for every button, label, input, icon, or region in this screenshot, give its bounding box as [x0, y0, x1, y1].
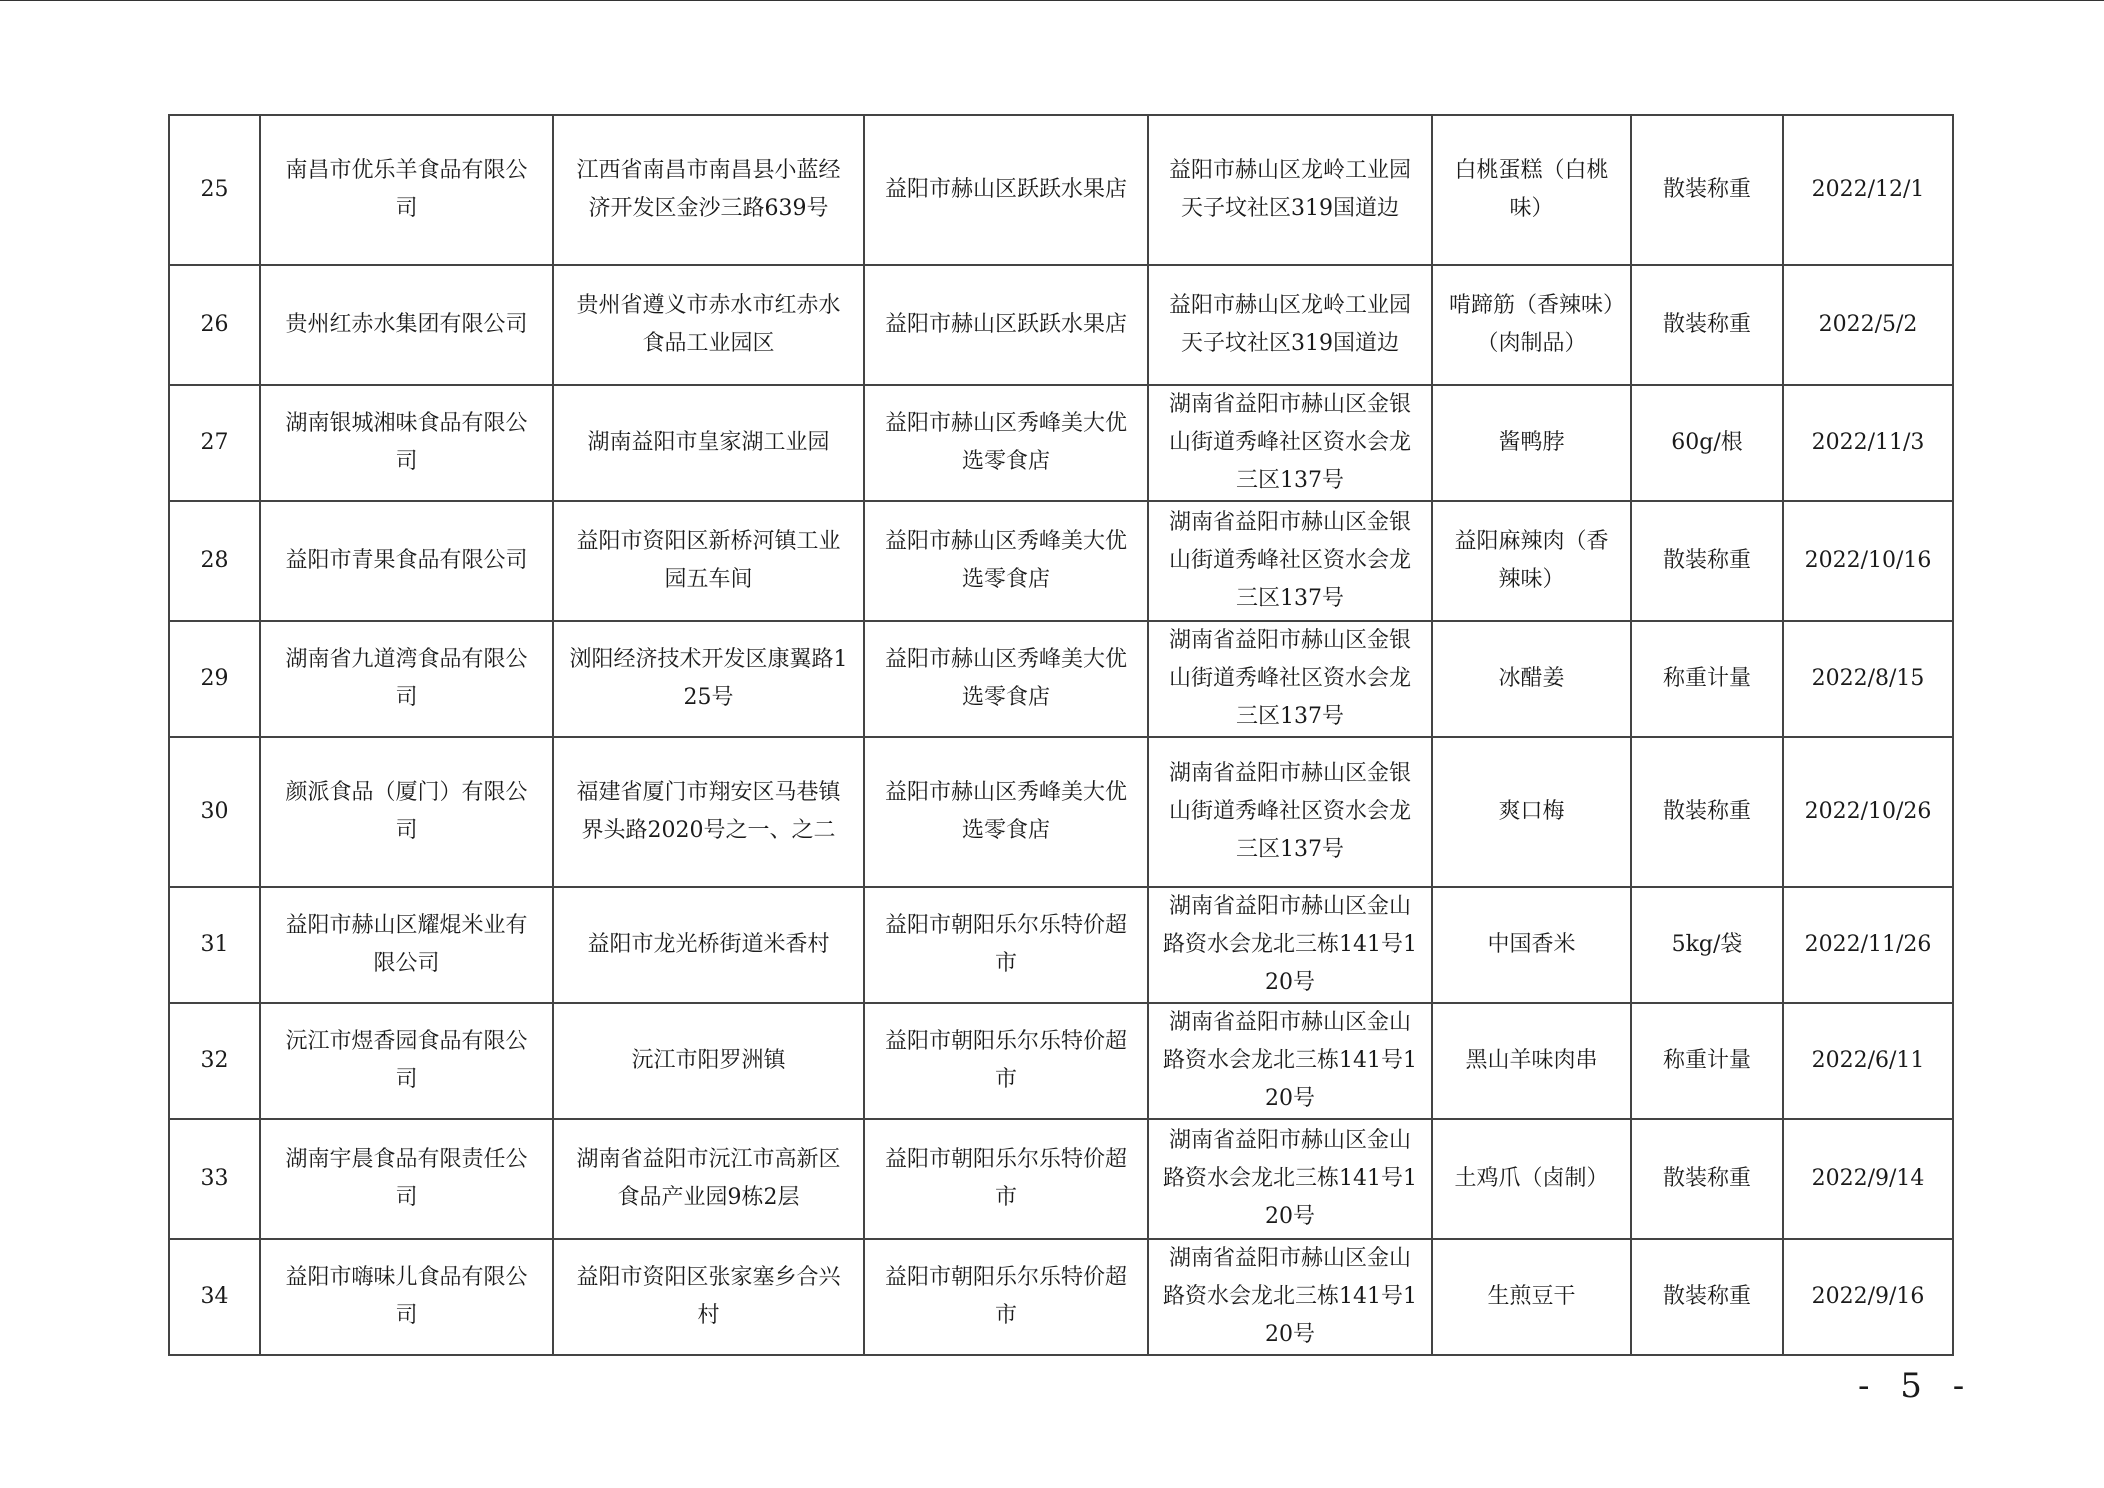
seller-name-cell: 益阳市朝阳乐尔乐特价超市: [864, 1239, 1148, 1355]
producer-address-cell: 浏阳经济技术开发区康翼路125号: [553, 621, 864, 737]
table-row: [169, 501, 1953, 621]
producer-name-cell: 南昌市优乐羊食品有限公司: [260, 115, 553, 265]
product-name-cell: 土鸡爪（卤制）: [1432, 1119, 1631, 1239]
row-number-cell: 29: [169, 621, 260, 737]
producer-address-cell: 益阳市龙光桥街道米香村: [553, 887, 864, 1003]
production-date-cell: 2022/11/3: [1783, 385, 1953, 501]
seller-name-cell: 益阳市赫山区秀峰美大优选零食店: [864, 737, 1148, 887]
top-border-line: [0, 0, 2104, 1]
seller-address-cell: 湖南省益阳市赫山区金银山街道秀峰社区资水会龙三区137号: [1148, 501, 1432, 621]
row-number-cell: 32: [169, 1003, 260, 1119]
producer-address-cell: 益阳市资阳区张家塞乡合兴村: [553, 1239, 864, 1355]
producer-address-cell: 沅江市阳罗洲镇: [553, 1003, 864, 1119]
producer-address-cell: 湖南省益阳市沅江市高新区食品产业园9栋2层: [553, 1119, 864, 1239]
producer-name-cell: 沅江市煜香园食品有限公司: [260, 1003, 553, 1119]
producer-name-cell: 湖南省九道湾食品有限公司: [260, 621, 553, 737]
seller-name-cell: 益阳市赫山区跃跃水果店: [864, 265, 1148, 385]
production-date-cell: 2022/10/16: [1783, 501, 1953, 621]
table-row: [169, 1003, 1953, 1119]
production-date-cell: 2022/9/14: [1783, 1119, 1953, 1239]
row-number-cell: 30: [169, 737, 260, 887]
specification-cell: 散装称重: [1631, 115, 1783, 265]
specification-cell: 散装称重: [1631, 1119, 1783, 1239]
page-number: - 5 -: [1858, 1366, 1975, 1406]
seller-address-cell: 湖南省益阳市赫山区金银山街道秀峰社区资水会龙三区137号: [1148, 621, 1432, 737]
seller-address-cell: 湖南省益阳市赫山区金山路资水会龙北三栋141号120号: [1148, 1003, 1432, 1119]
specification-cell: 称重计量: [1631, 621, 1783, 737]
table-row: [169, 737, 1953, 887]
producer-name-cell: 湖南银城湘味食品有限公司: [260, 385, 553, 501]
producer-name-cell: 益阳市嗨味儿食品有限公司: [260, 1239, 553, 1355]
seller-name-cell: 益阳市朝阳乐尔乐特价超市: [864, 1003, 1148, 1119]
producer-name-cell: 颜派食品（厦门）有限公司: [260, 737, 553, 887]
producer-address-cell: 益阳市资阳区新桥河镇工业园五车间: [553, 501, 864, 621]
row-number-cell: 33: [169, 1119, 260, 1239]
product-name-cell: 酱鸭脖: [1432, 385, 1631, 501]
product-name-cell: 啃蹄筋（香辣味）（肉制品）: [1432, 265, 1631, 385]
product-name-cell: 白桃蛋糕（白桃味）: [1432, 115, 1631, 265]
table-row: [169, 115, 1953, 265]
specification-cell: 称重计量: [1631, 1003, 1783, 1119]
producer-address-cell: 湖南益阳市皇家湖工业园: [553, 385, 864, 501]
product-name-cell: 益阳麻辣肉（香辣味）: [1432, 501, 1631, 621]
producer-name-cell: 湖南宇晨食品有限责任公司: [260, 1119, 553, 1239]
row-number-cell: 28: [169, 501, 260, 621]
seller-address-cell: 益阳市赫山区龙岭工业园天子坟社区319国道边: [1148, 115, 1432, 265]
table-row: [169, 621, 1953, 737]
seller-name-cell: 益阳市赫山区跃跃水果店: [864, 115, 1148, 265]
inspection-table: [168, 114, 1954, 1356]
production-date-cell: 2022/10/26: [1783, 737, 1953, 887]
producer-address-cell: 江西省南昌市南昌县小蓝经济开发区金沙三路639号: [553, 115, 864, 265]
row-number-cell: 27: [169, 385, 260, 501]
producer-name-cell: 益阳市青果食品有限公司: [260, 501, 553, 621]
seller-address-cell: 湖南省益阳市赫山区金山路资水会龙北三栋141号120号: [1148, 887, 1432, 1003]
specification-cell: 散装称重: [1631, 1239, 1783, 1355]
producer-address-cell: 福建省厦门市翔安区马巷镇界头路2020号之一、之二: [553, 737, 864, 887]
seller-address-cell: 湖南省益阳市赫山区金山路资水会龙北三栋141号120号: [1148, 1119, 1432, 1239]
production-date-cell: 2022/6/11: [1783, 1003, 1953, 1119]
production-date-cell: 2022/5/2: [1783, 265, 1953, 385]
row-number-cell: 34: [169, 1239, 260, 1355]
specification-cell: 散装称重: [1631, 501, 1783, 621]
producer-name-cell: 益阳市赫山区耀焜米业有限公司: [260, 887, 553, 1003]
specification-cell: 散装称重: [1631, 737, 1783, 887]
row-number-cell: 26: [169, 265, 260, 385]
seller-address-cell: 湖南省益阳市赫山区金银山街道秀峰社区资水会龙三区137号: [1148, 737, 1432, 887]
row-number-cell: 31: [169, 887, 260, 1003]
seller-name-cell: 益阳市赫山区秀峰美大优选零食店: [864, 385, 1148, 501]
table-body: [169, 115, 1953, 1355]
table-row: [169, 887, 1953, 1003]
row-number-cell: 25: [169, 115, 260, 265]
seller-address-cell: 益阳市赫山区龙岭工业园天子坟社区319国道边: [1148, 265, 1432, 385]
table-row: [169, 1239, 1953, 1355]
specification-cell: 5kg/袋: [1631, 887, 1783, 1003]
producer-name-cell: 贵州红赤水集团有限公司: [260, 265, 553, 385]
seller-address-cell: 湖南省益阳市赫山区金银山街道秀峰社区资水会龙三区137号: [1148, 385, 1432, 501]
table-row: [169, 265, 1953, 385]
producer-address-cell: 贵州省遵义市赤水市红赤水食品工业园区: [553, 265, 864, 385]
production-date-cell: 2022/8/15: [1783, 621, 1953, 737]
seller-name-cell: 益阳市赫山区秀峰美大优选零食店: [864, 621, 1148, 737]
seller-name-cell: 益阳市朝阳乐尔乐特价超市: [864, 1119, 1148, 1239]
production-date-cell: 2022/12/1: [1783, 115, 1953, 265]
product-name-cell: 冰醋姜: [1432, 621, 1631, 737]
specification-cell: 60g/根: [1631, 385, 1783, 501]
seller-name-cell: 益阳市赫山区秀峰美大优选零食店: [864, 501, 1148, 621]
seller-address-cell: 湖南省益阳市赫山区金山路资水会龙北三栋141号120号: [1148, 1239, 1432, 1355]
specification-cell: 散装称重: [1631, 265, 1783, 385]
production-date-cell: 2022/9/16: [1783, 1239, 1953, 1355]
product-name-cell: 中国香米: [1432, 887, 1631, 1003]
table-row: [169, 385, 1953, 501]
product-name-cell: 爽口梅: [1432, 737, 1631, 887]
production-date-cell: 2022/11/26: [1783, 887, 1953, 1003]
seller-name-cell: 益阳市朝阳乐尔乐特价超市: [864, 887, 1148, 1003]
table-row: [169, 1119, 1953, 1239]
product-name-cell: 生煎豆干: [1432, 1239, 1631, 1355]
product-name-cell: 黑山羊味肉串: [1432, 1003, 1631, 1119]
